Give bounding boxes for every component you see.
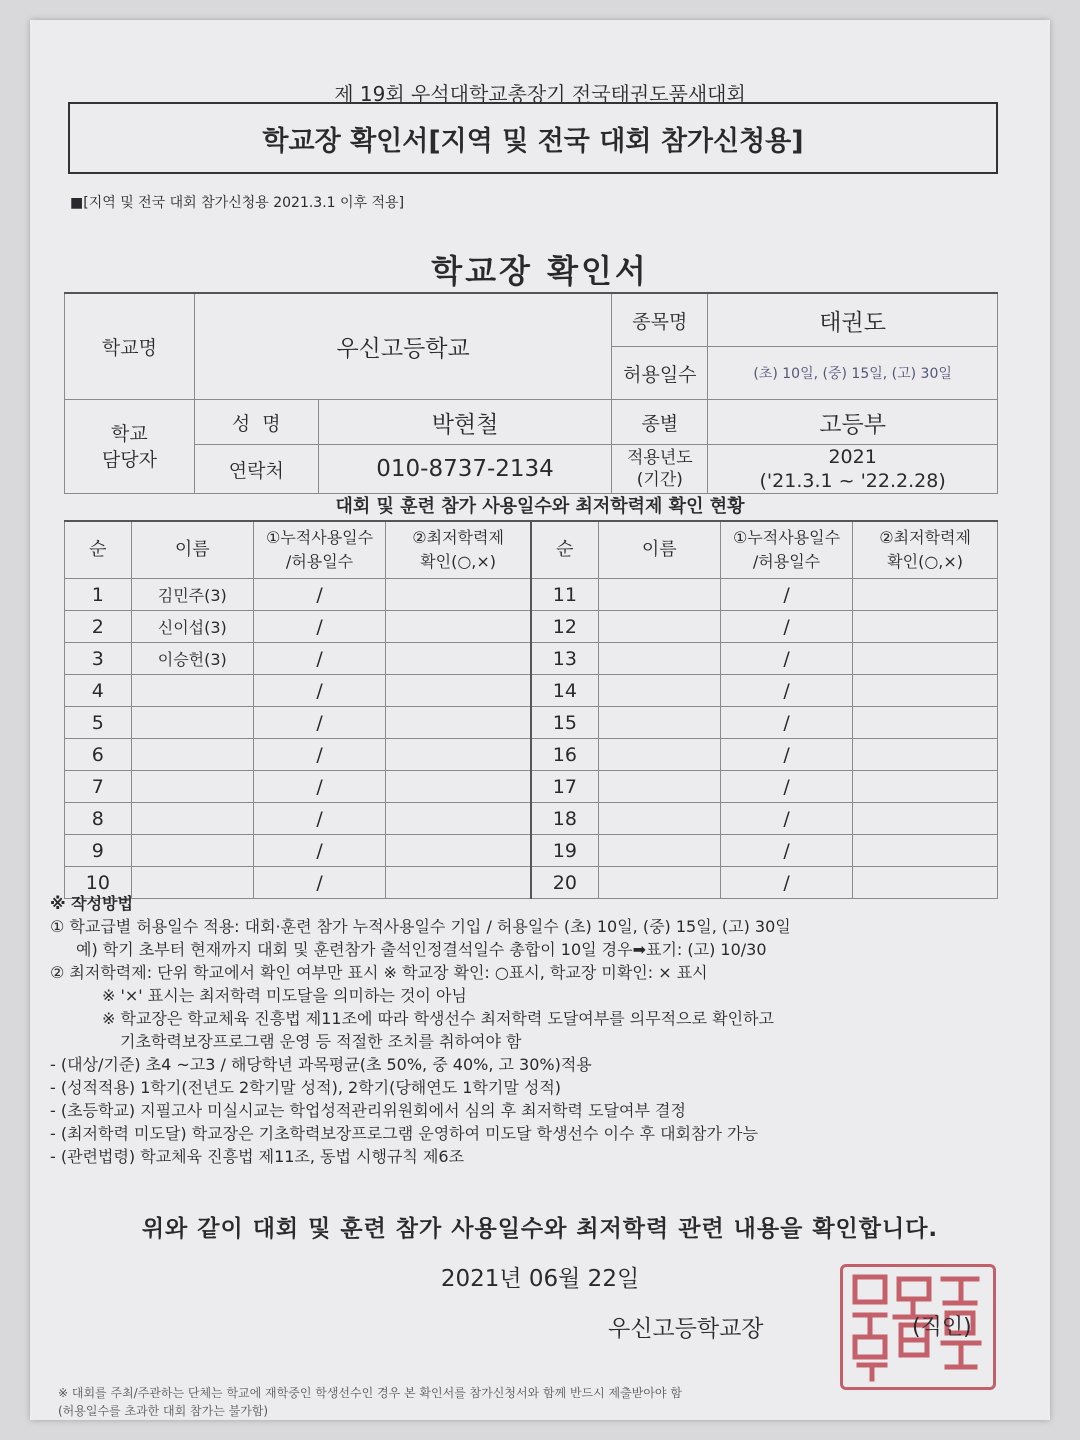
- instructions: [50, 892, 1010, 1168]
- athlete-name: [131, 771, 253, 803]
- athlete-name: [598, 739, 720, 771]
- row-number: 5: [65, 707, 132, 739]
- athlete-name: [131, 675, 253, 707]
- form-header-title: 학교장 확인서[지역 및 전국 대회 참가신청용]: [262, 125, 804, 157]
- academic-confirmation: [853, 771, 998, 803]
- form-title: 학교장 확인서: [431, 252, 649, 290]
- athlete-name: [598, 707, 720, 739]
- academic-confirmation: [853, 835, 998, 867]
- sport-value: 태권도: [708, 293, 998, 347]
- cumulative-days: /: [253, 771, 385, 803]
- contact-label: 연락처: [194, 445, 318, 494]
- academic-confirmation: [386, 739, 531, 771]
- manager-name-label: 성 명: [194, 400, 318, 445]
- row-number: 10: [65, 867, 132, 899]
- cumulative-days: /: [720, 771, 852, 803]
- row-number: 6: [65, 739, 132, 771]
- athlete-name: [131, 707, 253, 739]
- table-row: [65, 675, 998, 707]
- allowed-days-value: (초) 10일, (중) 15일, (고) 30일: [708, 347, 998, 400]
- document-sheet: [30, 20, 1050, 1420]
- year-cell: [708, 445, 998, 494]
- table-row: [65, 803, 998, 835]
- row-number: 15: [531, 707, 598, 739]
- cumulative-days: /: [253, 835, 385, 867]
- cumulative-days: /: [253, 643, 385, 675]
- instruction-line: - (대상/기준) 초4 ~고3 / 해당학년 과목평균(초 50%, 중 40%, 고 30%)적용: [50, 1055, 592, 1074]
- footer-line: (허용일수를 초과한 대회 참가는 불가함): [58, 1404, 269, 1418]
- row-number: 8: [65, 803, 132, 835]
- table-body: [65, 579, 998, 899]
- academic-confirmation: [386, 771, 531, 803]
- row-number: 3: [65, 643, 132, 675]
- instruction-line: - (최저학력 미도달) 학교장은 기초학력보장프로그램 운영하여 미도달 학생선수 이수 후 대회참가 가능: [50, 1124, 758, 1143]
- academic-confirmation: [853, 611, 998, 643]
- athlete-name: [598, 835, 720, 867]
- row-number: 1: [65, 579, 132, 611]
- col-conf-left: ②최저학력제 확인(○,×): [386, 521, 531, 579]
- cumulative-days: /: [720, 611, 852, 643]
- cumulative-days: /: [253, 867, 385, 899]
- division-label: 종별: [612, 400, 708, 445]
- athlete-name: [598, 643, 720, 675]
- cumulative-days: /: [720, 739, 852, 771]
- athlete-name: [131, 739, 253, 771]
- athlete-name: [598, 803, 720, 835]
- row-number: 12: [531, 611, 598, 643]
- instructions-title: ※ 작성방법: [50, 894, 133, 913]
- manager-label: 학교 담당자: [65, 400, 195, 494]
- athlete-table: [64, 520, 998, 899]
- row-number: 19: [531, 835, 598, 867]
- row-number: 18: [531, 803, 598, 835]
- row-number: 20: [531, 867, 598, 899]
- principal-name: 우신고등학교장: [608, 1316, 764, 1342]
- cumulative-days: /: [253, 611, 385, 643]
- cumulative-days: /: [253, 803, 385, 835]
- form-header-box: [68, 102, 998, 174]
- athlete-name: [131, 835, 253, 867]
- col-no-right: 순: [531, 521, 598, 579]
- table-row: [65, 579, 998, 611]
- academic-confirmation: [386, 675, 531, 707]
- table-row: [65, 739, 998, 771]
- academic-confirmation: [853, 675, 998, 707]
- allowed-days-label: 허용일수: [612, 347, 708, 400]
- academic-confirmation: [853, 643, 998, 675]
- row-number: 7: [65, 771, 132, 803]
- instruction-line: - (관련법령) 학교체육 진흥법 제11조, 동법 시행규칙 제6조: [50, 1147, 465, 1166]
- row-number: 17: [531, 771, 598, 803]
- col-name-right: 이름: [598, 521, 720, 579]
- manager-name-value: 박현철: [318, 400, 612, 445]
- table-row: [65, 835, 998, 867]
- school-name-value: 우신고등학교: [194, 293, 612, 400]
- athlete-name: 김민주(3): [131, 579, 253, 611]
- cumulative-days: /: [253, 707, 385, 739]
- instruction-line: ※ '×' 표시는 최저학력 미도달을 의미하는 것이 아님: [102, 986, 467, 1005]
- instruction-line: 예) 학기 초부터 현재까지 대회 및 훈련참가 출석인정결석일수 총합이 10일 경우➡표기: (고) 10/30: [76, 940, 767, 959]
- year-label: 적용년도 (기간): [612, 445, 708, 494]
- cumulative-days: /: [253, 739, 385, 771]
- athlete-name: 신이섭(3): [131, 611, 253, 643]
- year-value: 2021: [828, 446, 877, 468]
- athlete-name: [131, 803, 253, 835]
- academic-confirmation: [853, 739, 998, 771]
- cumulative-days: /: [720, 835, 852, 867]
- athlete-name: 이승헌(3): [131, 643, 253, 675]
- row-number: 14: [531, 675, 598, 707]
- instruction-line: ※ 학교장은 학교체육 진흥법 제11조에 따라 학생선수 최저학력 도달여부를 의무적으로 확인하고: [102, 1009, 774, 1028]
- col-conf-right: ②최저학력제 확인(○,×): [853, 521, 998, 579]
- cumulative-days: /: [720, 803, 852, 835]
- athlete-name: [598, 611, 720, 643]
- academic-confirmation: [853, 803, 998, 835]
- seal-label: (직인): [912, 1315, 972, 1340]
- instruction-line: 기초학력보장프로그램 운영 등 적절한 조치를 취하여야 함: [120, 1032, 522, 1051]
- col-cum-left: ①누적사용일수 /허용일수: [253, 521, 385, 579]
- cumulative-days: /: [253, 675, 385, 707]
- academic-confirmation: [386, 835, 531, 867]
- academic-confirmation: [386, 707, 531, 739]
- academic-confirmation: [853, 579, 998, 611]
- table-row: [65, 611, 998, 643]
- footer-notes: [58, 1384, 682, 1420]
- academic-confirmation: [853, 707, 998, 739]
- application-note: ■[지역 및 전국 대회 참가신청용 2021.3.1 이후 적용]: [70, 195, 405, 211]
- row-number: 4: [65, 675, 132, 707]
- row-number: 2: [65, 611, 132, 643]
- cumulative-days: /: [720, 867, 852, 899]
- table-header-row: [65, 521, 998, 579]
- instruction-line: - (초등학교) 지필고사 미실시교는 학업성적관리위원회에서 심의 후 최저학력 도달여부 결정: [50, 1101, 686, 1120]
- row-number: 9: [65, 835, 132, 867]
- academic-confirmation: [386, 643, 531, 675]
- confirmation-statement: 위와 같이 대회 및 훈련 참가 사용일수와 최저학력 관련 내용을 확인합니다.: [141, 1216, 939, 1242]
- instruction-line: ② 최저학력제: 단위 학교에서 확인 여부만 표시 ※ 학교장 확인: ○표시, 학교장 미확인: × 표시: [50, 963, 708, 982]
- school-name-label: 학교명: [65, 293, 195, 400]
- cumulative-days: /: [253, 579, 385, 611]
- col-no-left: 순: [65, 521, 132, 579]
- instruction-line: - (성적적용) 1학기(전년도 2학기말 성적), 2학기(당해연도 1학기말 성적): [50, 1078, 562, 1097]
- academic-confirmation: [386, 803, 531, 835]
- athlete-name: [598, 771, 720, 803]
- table-row: [65, 771, 998, 803]
- row-number: 16: [531, 739, 598, 771]
- issue-date: 2021년 06월 22일: [440, 1266, 640, 1292]
- table-row: [65, 707, 998, 739]
- cumulative-days: /: [720, 675, 852, 707]
- athlete-name: [598, 579, 720, 611]
- cumulative-days: /: [720, 707, 852, 739]
- table-row: [65, 643, 998, 675]
- cumulative-days: /: [720, 643, 852, 675]
- row-number: 13: [531, 643, 598, 675]
- instruction-line: ① 학교급별 허용일수 적용: 대회·훈련 참가 누적사용일수 기입 / 허용일수 (초) 10일, (중) 15일, (고) 30일: [50, 917, 791, 936]
- contact-value: 010-8737-2134: [318, 445, 612, 494]
- academic-confirmation: [386, 579, 531, 611]
- period-value: ('21.3.1 ~ '22.2.28): [759, 470, 946, 492]
- section-title: 대회 및 훈련 참가 사용일수와 최저학력제 확인 현황: [335, 496, 745, 517]
- row-number: 11: [531, 579, 598, 611]
- footer-line: ※ 대회를 주최/주관하는 단체는 학교에 재학중인 학생선수인 경우 본 확인서를 참가신청서와 함께 반드시 제출받아야 함: [58, 1386, 682, 1400]
- division-value: 고등부: [708, 400, 998, 445]
- sport-label: 종목명: [612, 293, 708, 347]
- athlete-name: [598, 675, 720, 707]
- event-title: 제 19회 우석대학교총장기 전국태권도품새대회: [334, 82, 746, 106]
- col-cum-right: ①누적사용일수 /허용일수: [720, 521, 852, 579]
- school-info-table: [64, 292, 998, 494]
- academic-confirmation: [386, 611, 531, 643]
- cumulative-days: /: [720, 579, 852, 611]
- col-name-left: 이름: [131, 521, 253, 579]
